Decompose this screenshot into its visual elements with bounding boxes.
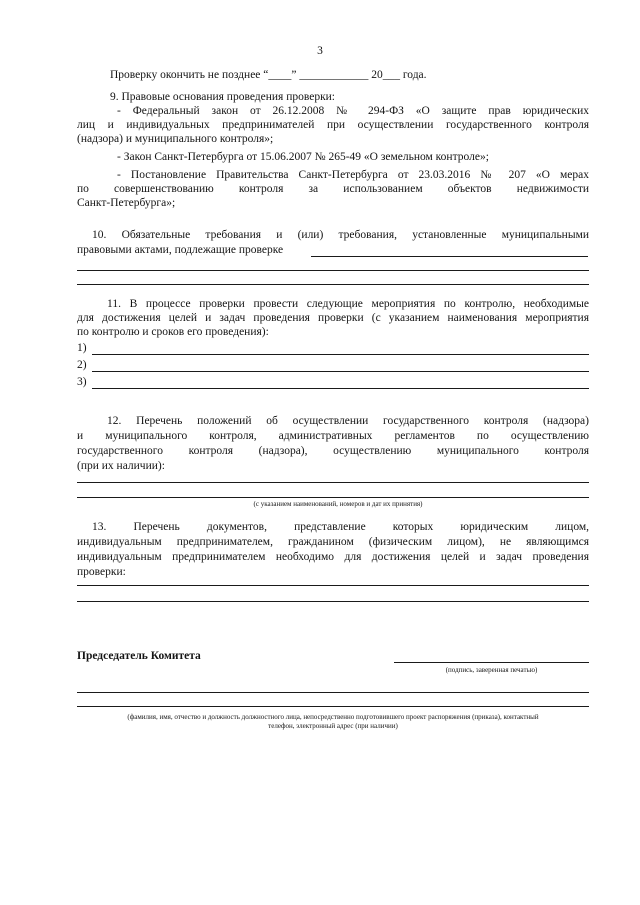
section11-item-1 (77, 341, 589, 355)
section11-item-2-line[interactable] (92, 371, 589, 372)
section11-line2: для достижения целей и задач проведения проверки (с указанием наименования мероприятия (77, 312, 589, 324)
signature-caption: (подпись, заверенная печатью) (445, 666, 538, 674)
section9-law2: - Закон Санкт-Петербурга от 15.06.2007 № 265-49 «О земельном контроле»; (117, 151, 489, 163)
section13-line3: индивидуальным предпринимателем необходимо для достижения целей и задач проведения (77, 551, 589, 563)
section11-line1: 11. В процессе проверки провести следующие мероприятия по контролю, необходимые (107, 298, 589, 310)
section10-fill-line-3[interactable] (77, 284, 589, 285)
section11-item-3 (77, 375, 589, 389)
section9-law3-line1: - Постановление Правительства Санкт-Петербурга от 23.03.2016 № 207 «О мерах (117, 169, 589, 181)
section11-item-2-label: 2) (77, 359, 87, 371)
section9-law1-line3: (надзора) и муниципального контроля»; (77, 133, 274, 145)
section10-fill-line-2[interactable] (77, 270, 589, 271)
section9-title-row (110, 90, 510, 104)
section9-law3-line2: по совершенствованию контроля за использованием объектов недвижимости (77, 183, 589, 195)
section9-law3-line3: Санкт-Петербурга»; (77, 197, 176, 209)
section11-item-3-label: 3) (77, 376, 87, 388)
preparer-fill-line[interactable] (77, 692, 589, 693)
preparer-caption-line1: (фамилия, имя, отчество и должность должностного лица, непосредственно подготовившего проект распоряжения (приказа), контактный (127, 713, 539, 721)
page-number: 3 (317, 45, 323, 57)
section12-line2: и муниципального контроля, административных регламентов по осуществлению (77, 430, 589, 442)
section12-line1: 12. Перечень положений об осуществлении государственного контроля (надзора) (107, 415, 589, 427)
section12-line4: (при их наличии): (77, 460, 165, 472)
section12-caption: (с указанием наименований, номеров и дат их принятия) (253, 500, 423, 508)
section9-title: 9. Правовые основания проведения проверки: (110, 91, 336, 103)
section11-item-1-line[interactable] (92, 354, 589, 355)
section9-law1-line2: лиц и индивидуальных предпринимателей при осуществлении государственного контроля (77, 119, 589, 131)
section9-law1-line1: - Федеральный закон от 26.12.2008 № 294-ФЗ «О защите прав юридических (117, 105, 589, 117)
section10-line2: правовыми актами, подлежащие проверке (77, 244, 284, 256)
section10-line1: 10. Обязательные требования и (или) требования, установленные муниципальными (92, 229, 589, 241)
finish-date-line (110, 68, 530, 82)
section13-line1: 13. Перечень документов, представление которых юридическим лицом, (92, 521, 589, 533)
section10-fill-line-1[interactable] (311, 256, 588, 257)
section13-fill-line-2[interactable] (77, 601, 589, 602)
preparer-caption-line2: телефон, электронный адрес (при наличии) (268, 722, 398, 730)
section11-item-3-line[interactable] (92, 388, 589, 389)
section13-line4: проверки: (77, 566, 126, 578)
section12-fill-line-2[interactable] (77, 497, 589, 498)
chairman-title: Председатель Комитета (77, 650, 201, 662)
finish-date-label: Проверку окончить не позднее “____” ____________ 20___ года. (110, 69, 427, 81)
preparer-fill-line-2[interactable] (77, 706, 589, 707)
section13-fill-line-1[interactable] (77, 585, 589, 586)
section12-line3: государственного контроля (надзора), осуществлению муниципального контроля (77, 445, 589, 457)
section13-line2: индивидуальным предпринимателем, гражданином (физическим лицом), не являющимся (77, 536, 589, 548)
section12-fill-line-1[interactable] (77, 482, 589, 483)
section11-line3: по контролю и сроков его проведения): (77, 326, 269, 338)
section11-item-1-label: 1) (77, 342, 87, 354)
signature-line[interactable] (394, 662, 589, 663)
section11-item-2 (77, 358, 589, 372)
